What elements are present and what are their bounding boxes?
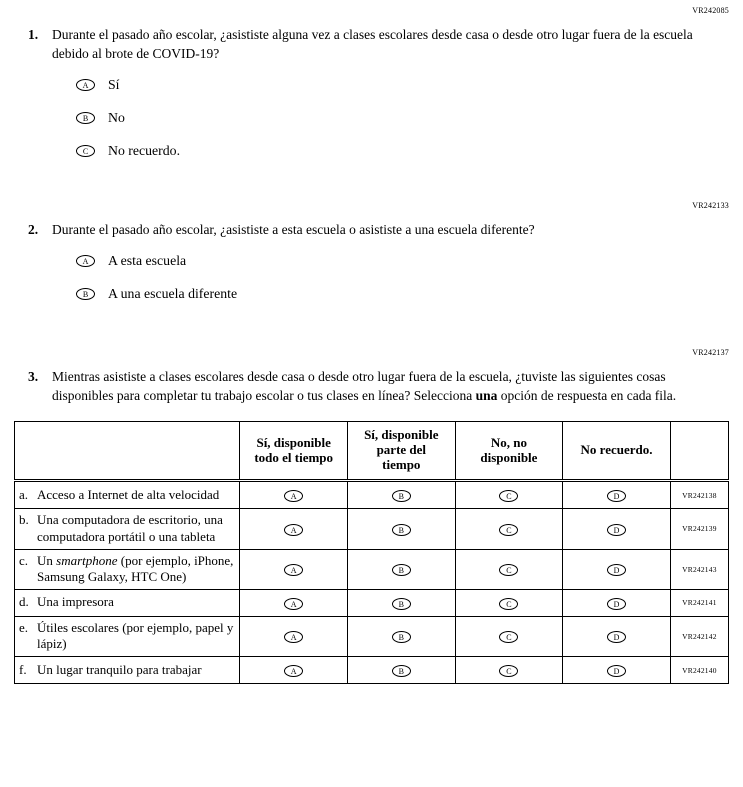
row-letter: e. xyxy=(19,619,29,635)
question-3 xyxy=(14,368,729,406)
form-code-q1: VR242085 xyxy=(692,6,729,15)
row-text: Un lugar tranquilo para trabajar xyxy=(37,661,202,677)
question-1-number: 1. xyxy=(28,27,39,42)
option-label: A esta escuela xyxy=(108,252,187,268)
question-2-option-a[interactable] xyxy=(76,253,729,269)
bubble-cell xyxy=(455,589,563,616)
question-2-number: 2. xyxy=(28,221,39,237)
row-letter: a. xyxy=(19,486,29,502)
row-code: VR242139 xyxy=(670,509,728,549)
answer-bubble-icon[interactable]: B xyxy=(392,490,411,502)
answer-bubble-icon[interactable]: A xyxy=(284,490,303,502)
bubble-cell xyxy=(563,509,671,549)
bubble-cell xyxy=(455,509,563,549)
row-label-cell xyxy=(15,481,240,509)
answer-bubble-icon[interactable]: C xyxy=(499,490,518,502)
bubble-cell xyxy=(563,657,671,684)
bubble-cell xyxy=(240,657,348,684)
row-letter: f. xyxy=(19,661,27,677)
answer-bubble-icon[interactable]: C xyxy=(499,631,518,643)
bubble-cell xyxy=(240,481,348,509)
bubble-cell xyxy=(455,616,563,656)
answer-bubble-icon[interactable]: A xyxy=(76,79,95,91)
answer-bubble-icon[interactable]: D xyxy=(607,524,626,536)
row-label-cell xyxy=(15,657,240,684)
answer-bubble-icon[interactable]: B xyxy=(392,524,411,536)
row-text: Útiles escolares (por ejemplo, papel y lápiz) xyxy=(37,619,234,652)
question-1-option-c[interactable] xyxy=(76,143,729,159)
row-letter: c. xyxy=(19,552,29,568)
row-label-cell xyxy=(15,549,240,589)
header-not-available: No, no disponible xyxy=(455,422,563,481)
row-code: VR242140 xyxy=(670,657,728,684)
header-available-part-time: Sí, disponible parte del tiempo xyxy=(348,422,456,481)
header-empty xyxy=(15,422,240,481)
answer-bubble-icon[interactable]: B xyxy=(392,598,411,610)
question-3-text-bold: una xyxy=(475,387,498,403)
row-label-cell xyxy=(15,509,240,549)
row-code: VR242138 xyxy=(670,481,728,509)
answer-bubble-icon[interactable]: A xyxy=(76,255,95,267)
row-text: Un smartphone (por ejemplo, iPhone, Samsung Galaxy, HTC One) xyxy=(37,552,234,585)
answer-bubble-icon[interactable]: B xyxy=(392,564,411,576)
table-row-d xyxy=(15,589,729,616)
bubble-cell xyxy=(240,549,348,589)
bubble-cell xyxy=(455,549,563,589)
header-code-column xyxy=(670,422,728,481)
bubble-cell xyxy=(348,616,456,656)
option-label: A una escuela diferente xyxy=(108,285,238,301)
bubble-cell xyxy=(455,657,563,684)
bubble-cell xyxy=(240,616,348,656)
option-label: Sí xyxy=(108,76,120,92)
row-letter: b. xyxy=(19,512,29,528)
bubble-cell xyxy=(563,481,671,509)
table-row-f xyxy=(15,657,729,684)
row-code: VR242141 xyxy=(670,589,728,616)
table-row-b xyxy=(15,509,729,549)
availability-table xyxy=(14,421,729,684)
question-2-text: Durante el pasado año escolar, ¿asististe a esta escuela o asististe a una escuela diferente? xyxy=(52,221,535,237)
question-1-option-a[interactable] xyxy=(76,77,729,93)
row-label-cell xyxy=(15,589,240,616)
bubble-cell xyxy=(348,589,456,616)
table-row-e xyxy=(15,616,729,656)
question-3-text-post: opción de respuesta en cada fila. xyxy=(497,387,677,403)
question-2 xyxy=(14,221,729,240)
answer-bubble-icon[interactable]: B xyxy=(392,631,411,643)
bubble-cell xyxy=(563,616,671,656)
bubble-cell xyxy=(455,481,563,509)
form-code-q3: VR242137 xyxy=(692,347,729,357)
answer-bubble-icon[interactable]: C xyxy=(499,524,518,536)
header-dont-remember: No recuerdo. xyxy=(563,422,671,481)
answer-bubble-icon[interactable]: A xyxy=(284,524,303,536)
answer-bubble-icon[interactable]: D xyxy=(607,665,626,677)
row-letter: d. xyxy=(19,594,29,610)
answer-bubble-icon[interactable]: C xyxy=(499,598,518,610)
question-2-options xyxy=(76,253,729,302)
answer-bubble-icon[interactable]: D xyxy=(607,564,626,576)
row-text: Una computadora de escritorio, una computadora portátil o una tableta xyxy=(37,512,223,544)
question-3-text-pre: Mientras asististe a clases escolares desde casa o desde otro lugar fuera de la escuela, ¿tuviste las siguientes cosas disponibles para completar tu trabajo escolar o tus clases en línea? Selecciona xyxy=(52,368,666,403)
table-row-c xyxy=(15,549,729,589)
option-label: No xyxy=(108,109,125,125)
answer-bubble-icon[interactable]: A xyxy=(284,564,303,576)
row-code: VR242143 xyxy=(670,549,728,589)
bubble-cell xyxy=(240,589,348,616)
answer-bubble-icon[interactable]: D xyxy=(607,490,626,502)
question-1 xyxy=(14,26,729,64)
answer-bubble-icon[interactable]: D xyxy=(607,598,626,610)
header-available-all-time: Sí, disponible todo el tiempo xyxy=(240,422,348,481)
answer-bubble-icon[interactable]: C xyxy=(499,665,518,677)
row-label-cell xyxy=(15,616,240,656)
option-label: No recuerdo. xyxy=(108,142,181,158)
bubble-cell xyxy=(563,549,671,589)
bubble-cell xyxy=(348,481,456,509)
answer-bubble-icon[interactable]: B xyxy=(76,112,95,124)
question-1-option-b[interactable] xyxy=(76,110,729,126)
question-3-text xyxy=(52,368,729,406)
table-header-row xyxy=(15,422,729,481)
question-1-options xyxy=(76,77,729,159)
answer-bubble-icon[interactable]: C xyxy=(499,564,518,576)
row-text: Una impresora xyxy=(37,594,114,610)
bubble-cell xyxy=(563,589,671,616)
answer-bubble-icon[interactable]: D xyxy=(607,631,626,643)
table-row-a xyxy=(15,481,729,509)
bubble-cell xyxy=(348,657,456,684)
bubble-cell xyxy=(348,549,456,589)
answer-bubble-icon[interactable]: A xyxy=(284,598,303,610)
question-2-option-b[interactable] xyxy=(76,286,729,302)
bubble-cell xyxy=(240,509,348,549)
answer-bubble-icon[interactable]: C xyxy=(76,145,95,157)
answer-bubble-icon[interactable]: A xyxy=(284,665,303,677)
row-text: Acceso a Internet de alta velocidad xyxy=(37,486,220,502)
answer-bubble-icon[interactable]: A xyxy=(284,631,303,643)
bubble-cell xyxy=(348,509,456,549)
question-1-text: Durante el pasado año escolar, ¿asististe alguna vez a clases escolares desde casa o desde otro lugar fuera de la escuela debido al brote de COVID-19? xyxy=(52,27,693,61)
row-code: VR242142 xyxy=(670,616,728,656)
answer-bubble-icon[interactable]: B xyxy=(392,665,411,677)
form-code-q2: VR242133 xyxy=(692,200,729,210)
answer-bubble-icon[interactable]: B xyxy=(76,288,95,300)
question-3-number: 3. xyxy=(28,368,39,384)
